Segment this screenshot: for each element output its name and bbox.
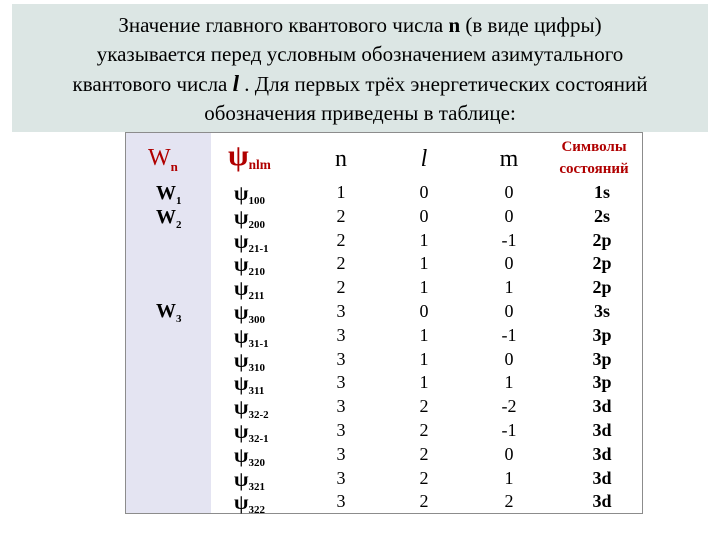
m-value-cell: -1 [501,324,517,345]
wn-subscript: n [170,158,178,174]
l-value-cell: 0 [419,182,429,202]
header-line-3 [12,69,708,99]
psi-subscript: nlm [248,157,271,173]
energy-level-label-w3 [156,300,182,325]
psi-index: 31-1 [248,337,269,350]
l-value-cell: 0 [419,205,429,226]
column-header-n: n [335,146,347,172]
header-line-3-end: . Для первых трёх энергетических состояний [239,72,648,96]
m-value-cell: 1 [504,467,514,488]
m-value-cell: 2 [504,491,514,512]
wavefunction-cell [234,443,265,469]
wavefunction-cell [234,395,269,421]
state-symbol-cell: 3p [592,324,612,345]
column-header-symbols [544,136,644,180]
psi-index: 32-1 [248,433,269,445]
n-value-cell: 3 [336,396,346,417]
column-header-m: m [499,146,519,172]
m-value-cell: -1 [501,420,517,440]
m-value-cell: -2 [501,396,517,417]
psi-symbol: ψ [234,442,249,467]
symbols-header-line-1: Символы [561,139,627,155]
state-symbol-cell: 2p [592,229,612,250]
n-value-cell: 3 [336,372,346,393]
header-line-4: обозначения приведены в таблице: [204,101,516,125]
header-line-3-text: квантового числа [72,72,233,96]
w3-subscript: 3 [176,313,182,325]
state-symbol-cell: 2p [592,253,612,274]
m-value-cell: 0 [504,443,514,464]
psi-symbol: ψ [234,228,249,253]
wn-letter: W [148,145,171,171]
l-value-cell: 1 [419,253,429,274]
w1-subscript: 1 [176,195,182,207]
psi-symbol: ψ [234,252,249,277]
m-value-cell: 0 [504,182,514,202]
psi-symbol: ψ [234,466,249,491]
state-symbol-cell: 3d [592,467,612,488]
w1-letter: W [156,182,176,204]
l-value-cell: 2 [419,420,429,440]
wavefunction-cell [234,181,265,207]
header-l-symbol: l [232,71,240,96]
m-value-cell: -1 [501,229,517,250]
wavefunction-cell [234,276,264,302]
psi-index: 310 [248,361,265,374]
wavefunction-cell [234,252,265,278]
n-value-cell: 2 [336,229,346,250]
l-value-cell: 1 [419,277,429,298]
psi-symbol: ψ [234,300,249,324]
psi-symbol: ψ [234,276,249,301]
psi-symbol: ψ [234,347,249,372]
psi-symbol: ψ [234,419,249,443]
wavefunction-cell [234,205,265,231]
state-symbol-cell: 3p [592,348,612,369]
energy-level-label-w1 [156,182,182,207]
l-value-cell: 2 [419,396,429,417]
psi-index: 300 [248,314,265,326]
column-header-wn [148,145,178,175]
wavefunction-cell [234,419,269,445]
header-line-1-end: (в виде цифры) [460,13,602,37]
w3-letter: W [156,300,176,322]
n-value-cell: 3 [336,324,346,345]
l-value-cell: 1 [419,348,429,369]
header-line-1-text: Значение главного квантового числа [118,13,449,37]
m-value-cell: 1 [504,277,514,298]
header-line-1 [12,11,708,40]
n-value-cell: 3 [336,420,346,440]
state-symbol-cell: 3s [593,301,610,321]
wavefunction-cell [234,348,265,374]
psi-index: 21-1 [248,242,269,255]
wavefunction-cell [234,467,265,493]
n-value-cell: 3 [336,348,346,369]
n-value-cell: 1 [336,182,346,202]
state-symbol-cell: 3d [592,491,612,512]
psi-letter: ψ [228,139,249,172]
state-symbol-cell: 3d [592,396,612,417]
l-value-cell: 1 [419,229,429,250]
state-symbol-cell: 1s [593,182,610,202]
psi-index: 311 [248,385,265,398]
w2-subscript: 2 [176,219,182,231]
psi-index: 100 [248,195,265,207]
psi-index: 322 [248,504,265,517]
psi-index: 200 [248,218,265,231]
column-header-psi [228,139,271,173]
quantum-states-table [125,132,643,517]
wavefunction-cell [234,490,265,516]
state-symbol-cell: 3d [592,443,612,464]
l-value-cell: 2 [419,467,429,488]
wavefunction-cell [234,229,269,255]
psi-index: 210 [248,266,265,279]
m-value-cell: 0 [504,253,514,274]
l-value-cell: 2 [419,443,429,464]
m-value-cell: 0 [504,348,514,369]
psi-symbol: ψ [234,323,249,348]
n-value-cell: 2 [336,253,346,274]
n-value-cell: 3 [336,443,346,464]
psi-symbol: ψ [234,395,249,420]
energy-level-label-w2 [156,206,182,231]
n-value-cell: 3 [336,301,346,321]
wavefunction-cell [234,324,269,350]
state-symbol-cell: 2s [593,205,610,226]
psi-symbol: ψ [234,490,249,515]
column-header-l: l [420,146,428,172]
wavefunction-cell [234,300,265,326]
symbols-header-line-2: состояний [559,161,629,177]
n-value-cell: 2 [336,205,346,226]
l-value-cell: 1 [419,324,429,345]
psi-index: 321 [248,480,265,493]
l-value-cell: 2 [419,491,429,512]
psi-index: 211 [248,290,265,303]
state-symbol-cell: 3d [592,420,612,440]
m-value-cell: 1 [504,372,514,393]
n-value-cell: 3 [336,491,346,512]
l-value-cell: 1 [419,372,429,393]
state-symbol-cell: 3p [592,372,612,393]
n-value-cell: 2 [336,277,346,298]
m-value-cell: 0 [504,205,514,226]
header-n-symbol: n [448,13,461,37]
psi-index: 32-2 [248,409,269,422]
wavefunction-cell [234,371,264,397]
psi-symbol: ψ [234,204,249,229]
state-symbol-cell: 2p [592,277,612,298]
n-value-cell: 3 [336,467,346,488]
l-value-cell: 0 [419,301,429,321]
psi-symbol: ψ [234,181,249,205]
header-text-block [12,4,708,132]
psi-index: 320 [248,456,265,469]
header-line-2: указывается перед условным обозначением азимутального [96,42,624,66]
w2-letter: W [156,206,176,228]
m-value-cell: 0 [504,301,514,321]
psi-symbol: ψ [234,371,249,396]
